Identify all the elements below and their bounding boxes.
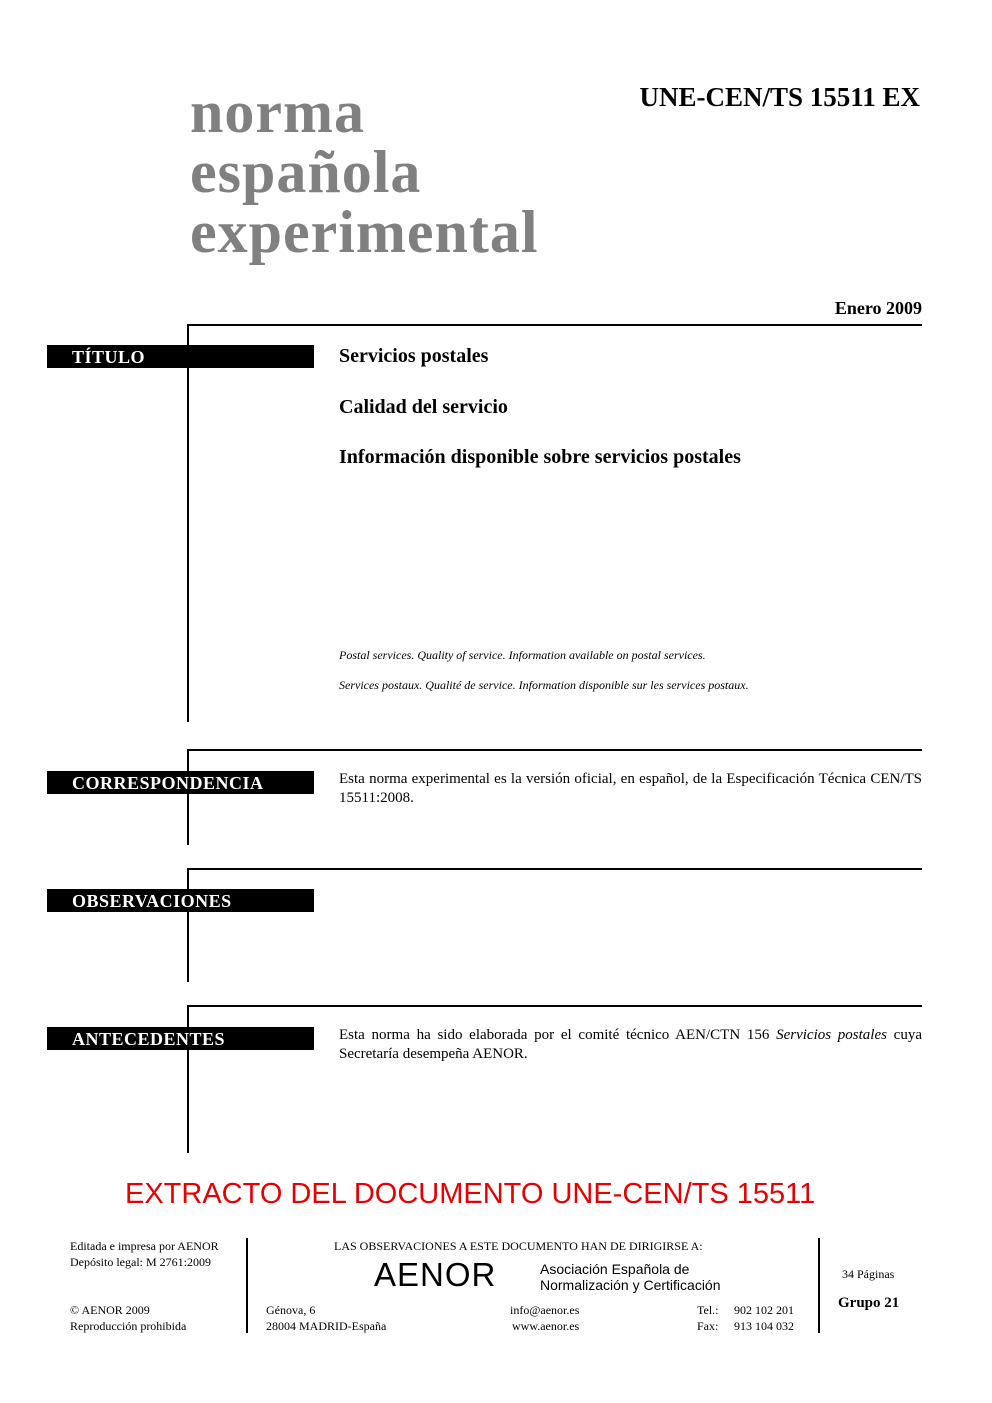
footer-observaciones-header: LAS OBSERVACIONES A ESTE DOCUMENTO HAN DE DIRIGIRSE A: (334, 1239, 703, 1253)
section-divider-titulo (187, 324, 922, 326)
footer-reproduccion: Reproducción prohibida (70, 1319, 187, 1333)
heading-line-experimental: experimental (190, 199, 539, 265)
footer-tel-label: Tel.: (697, 1303, 719, 1317)
antecedentes-committee-name: Servicios postales (776, 1027, 887, 1043)
extract-notice: EXTRACTO DEL DOCUMENTO UNE-CEN/TS 15511 (125, 1178, 816, 1210)
footer-web: www.aenor.es (512, 1319, 580, 1333)
footer-copyright: © AENOR 2009 (70, 1303, 150, 1317)
title-line-2: Calidad del servicio (339, 396, 508, 418)
heading-line-espanola: española (190, 139, 422, 205)
footer-address-street: Génova, 6 (266, 1303, 316, 1317)
standard-code: UNE-CEN/TS 15511 EX (639, 82, 920, 112)
section-label-antecedentes: ANTECEDENTES (47, 1027, 314, 1050)
footer-address-city: 28004 MADRID-España (266, 1319, 387, 1333)
document-heading (190, 79, 539, 265)
footer-fax-label: Fax: (697, 1319, 719, 1333)
section-label-titulo: TÍTULO (47, 345, 314, 368)
footer-fax: 913 104 032 (734, 1319, 794, 1333)
title-line-3: Información disponible sobre servicios postales (339, 446, 741, 468)
aenor-logo: AENOR (374, 1256, 497, 1293)
footer-email: info@aenor.es (510, 1303, 580, 1317)
section-vline-observaciones (187, 868, 189, 982)
aenor-subtitle-line-1: Asociación Española de (540, 1261, 690, 1277)
footer-tel: 902 102 201 (734, 1303, 794, 1317)
section-label-correspondencia: CORRESPONDENCIA (47, 771, 314, 794)
footer-deposito: Depósito legal: M 2761:2009 (70, 1255, 211, 1269)
aenor-subtitle-line-2: Normalización y Certificación (540, 1277, 721, 1293)
publication-date: Enero 2009 (834, 298, 922, 318)
footer-pages: 34 Páginas (842, 1267, 895, 1281)
footer-divider-right (818, 1238, 820, 1333)
section-divider-observaciones (187, 868, 922, 870)
antecedentes-text-start: Esta norma ha sido elaborada por el comité técnico AEN/CTN 156 (339, 1027, 777, 1043)
section-divider-antecedentes (187, 1005, 922, 1007)
french-title: Services postaux. Qualité de service. Information disponible sur les services postaux. (339, 678, 749, 692)
correspondencia-text: Esta norma experimental es la versión oficial, en español, de la Especificación Técnica CEN/TS 15511:2008. (339, 771, 922, 806)
section-vline-titulo (187, 324, 189, 722)
antecedentes-text-end: cuya Secretaría desempeña AENOR. (339, 1027, 922, 1062)
heading-line-norma: norma (190, 79, 365, 145)
aenor-logo-subtitle (540, 1261, 721, 1293)
section-divider-correspondencia (187, 749, 922, 751)
footer-editada: Editada e impresa por AENOR (70, 1239, 219, 1253)
title-line-1: Servicios postales (339, 345, 489, 367)
footer-divider-left (246, 1238, 248, 1333)
english-title: Postal services. Quality of service. Information available on postal services. (339, 648, 706, 662)
antecedentes-text (339, 1026, 922, 1064)
footer-grupo: Grupo 21 (838, 1295, 900, 1311)
section-vline-correspondencia (187, 749, 189, 845)
section-label-observaciones: OBSERVACIONES (47, 889, 314, 912)
